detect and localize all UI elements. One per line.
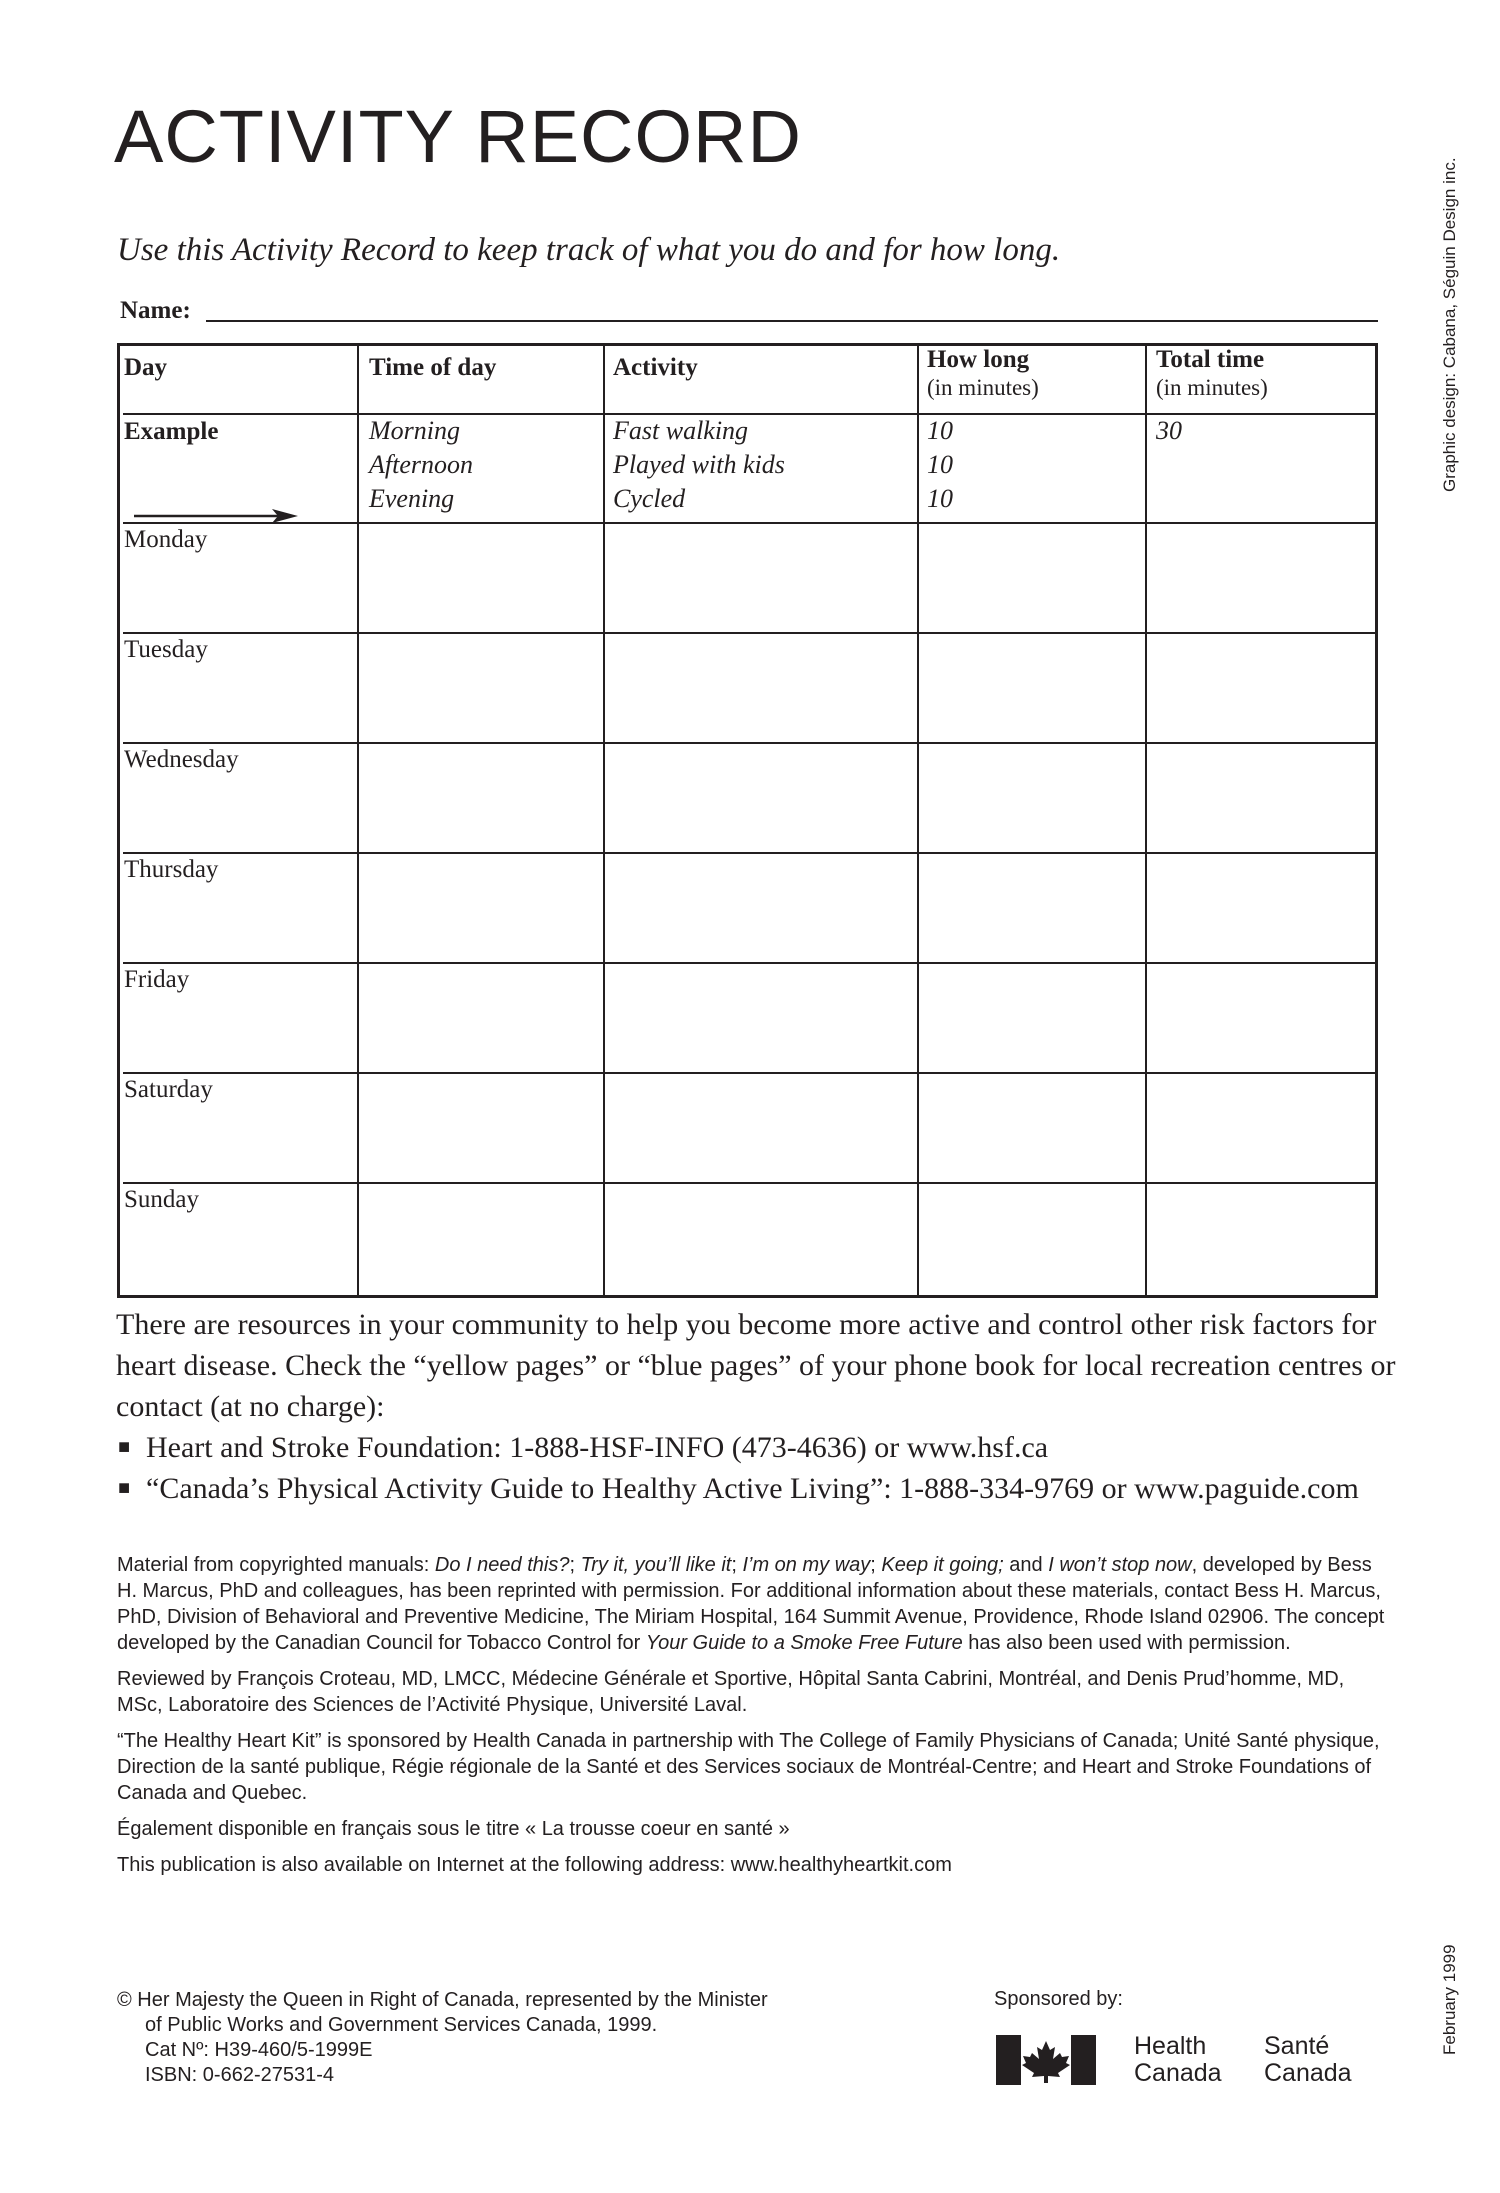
health-canada-logo bbox=[996, 2027, 1396, 2087]
row-rule bbox=[123, 962, 1375, 964]
french-availability: Également disponible en français sous le titre « La trousse coeur en santé » bbox=[117, 1818, 790, 1840]
row-rule bbox=[123, 632, 1375, 634]
logo-canada-en: Canada bbox=[1134, 2059, 1222, 2087]
page-subtitle: Use this Activity Record to keep track of what you do and for how long. bbox=[117, 232, 1061, 268]
sponsored-by-label: Sponsored by: bbox=[994, 1988, 1123, 2010]
reviewed-by: Reviewed by François Croteau, MD, LMCC, Médecine Générale et Sportive, Hôpital Santa Cabrini, Montréal, and Denis Prud’homme, MD, MSc, Laboratoire des Sciences de l’Activité Physique, Université Laval. bbox=[117, 1668, 1345, 1716]
column-divider bbox=[1145, 346, 1147, 1295]
example-duration: 10 bbox=[927, 484, 953, 513]
isbn: ISBN: 0-662-27531-4 bbox=[145, 2064, 335, 2086]
copyright-block bbox=[117, 1988, 937, 2088]
column-divider bbox=[917, 346, 919, 1295]
publication-date bbox=[1440, 1855, 1480, 2055]
list-item bbox=[116, 1468, 1406, 1509]
resources-section bbox=[116, 1304, 1406, 1509]
material-credit: Material from copyrighted manuals: Do I need this?; Try it, you’ll like it; I’m on my way; Keep it going; and I won’t stop now, developed by Bess H. Marcus, PhD and colleagues, has been reprinted with permission. For additional information about these materials, contact Bess H. Marcus, PhD, Division of Behavioral and Preventive Medicine, The Miriam Hospital, 164 Summit Avenue, Providence, Rhode Island 02906. The concept developed by the Canadian Council for Tobacco Control for Your Guide to a Smoke Free Future has also been used with permission. bbox=[117, 1554, 1385, 1654]
column-divider bbox=[357, 346, 359, 1295]
list-item bbox=[116, 1427, 1406, 1468]
name-label: Name: bbox=[120, 297, 191, 324]
internet-availability: This publication is also available on Internet at the following address: www.healthyheartkit.com bbox=[117, 1854, 952, 1876]
example-label: Example bbox=[124, 418, 219, 445]
day-label-wednesday: Wednesday bbox=[124, 746, 239, 773]
row-rule bbox=[123, 522, 1375, 524]
publication-date-text: February 1999 bbox=[1440, 1944, 1459, 2055]
logo-sante: Santé bbox=[1264, 2032, 1330, 2060]
column-divider bbox=[603, 346, 605, 1295]
header-time-of-day: Time of day bbox=[369, 354, 497, 381]
header-rule bbox=[123, 413, 1375, 415]
resource-heart-stroke: Heart and Stroke Foundation: 1-888-HSF-INFO (473-4636) or www.hsf.ca bbox=[146, 1431, 1049, 1464]
copyright-line: © Her Majesty the Queen in Right of Canada, represented by the Minister bbox=[117, 1989, 768, 2011]
header-how-long: How long bbox=[927, 346, 1030, 373]
fineprint-section bbox=[117, 1552, 1387, 1888]
page-title: ACTIVITY RECORD bbox=[114, 95, 802, 178]
resources-list bbox=[116, 1427, 1406, 1509]
example-time: Evening bbox=[369, 484, 455, 513]
header-day: Day bbox=[124, 354, 168, 381]
example-duration: 10 bbox=[927, 416, 953, 445]
square-bullet-icon: ■ bbox=[118, 1436, 131, 1458]
example-duration: 10 bbox=[927, 450, 953, 479]
resource-activity-guide: “Canada’s Physical Activity Guide to Healthy Active Living”: 1-888-334-9769 or www.paguide.com bbox=[146, 1472, 1359, 1505]
row-rule bbox=[123, 852, 1375, 854]
logo-health: Health bbox=[1134, 2032, 1207, 2060]
day-label-tuesday: Tuesday bbox=[124, 636, 208, 663]
example-activity: Fast walking bbox=[613, 416, 749, 445]
canada-flag-icon bbox=[996, 2035, 1096, 2085]
example-time: Afternoon bbox=[369, 450, 473, 479]
header-how-long-unit: (in minutes) bbox=[927, 375, 1039, 400]
graphic-design-credit-text: Graphic design: Cabana, Séguin Design inc. bbox=[1440, 157, 1459, 492]
day-label-thursday: Thursday bbox=[124, 856, 219, 883]
example-time: Morning bbox=[369, 416, 460, 445]
resources-intro: There are resources in your community to help you become more active and control other risk factors for heart disease. Check the “yellow pages” or “blue pages” of your phone book for local recreation centres or contact (at no charge): bbox=[116, 1308, 1396, 1423]
day-label-sunday: Sunday bbox=[124, 1186, 199, 1213]
catalogue-number: Cat Nº: H39-460/5-1999E bbox=[145, 2039, 373, 2061]
copyright-line: of Public Works and Government Services Canada, 1999. bbox=[145, 2014, 658, 2036]
row-rule bbox=[123, 742, 1375, 744]
logo-canada-fr: Canada bbox=[1264, 2059, 1352, 2087]
day-label-saturday: Saturday bbox=[124, 1076, 213, 1103]
day-label-friday: Friday bbox=[124, 966, 190, 993]
example-activity: Played with kids bbox=[613, 450, 785, 479]
graphic-design-credit bbox=[1440, 112, 1480, 492]
header-activity: Activity bbox=[613, 354, 698, 381]
header-total-time-unit: (in minutes) bbox=[1156, 375, 1268, 400]
header-total-time: Total time bbox=[1156, 346, 1265, 373]
day-label-monday: Monday bbox=[124, 526, 208, 553]
row-rule bbox=[123, 1182, 1375, 1184]
example-total: 30 bbox=[1156, 416, 1182, 445]
row-rule bbox=[123, 1072, 1375, 1074]
example-activity: Cycled bbox=[613, 484, 686, 513]
name-input-line[interactable] bbox=[206, 320, 1378, 322]
sponsorship-note: “The Healthy Heart Kit” is sponsored by Health Canada in partnership with The College of Family Physicians of Canada; Unité Santé physique, Direction de la santé publique, Régie régionale de la Santé et des Services sociaux de Montréal-Centre; and Heart and Stroke Foundations of Canada and Quebec. bbox=[117, 1730, 1380, 1804]
square-bullet-icon: ■ bbox=[118, 1477, 131, 1499]
activity-table bbox=[117, 343, 1378, 1298]
